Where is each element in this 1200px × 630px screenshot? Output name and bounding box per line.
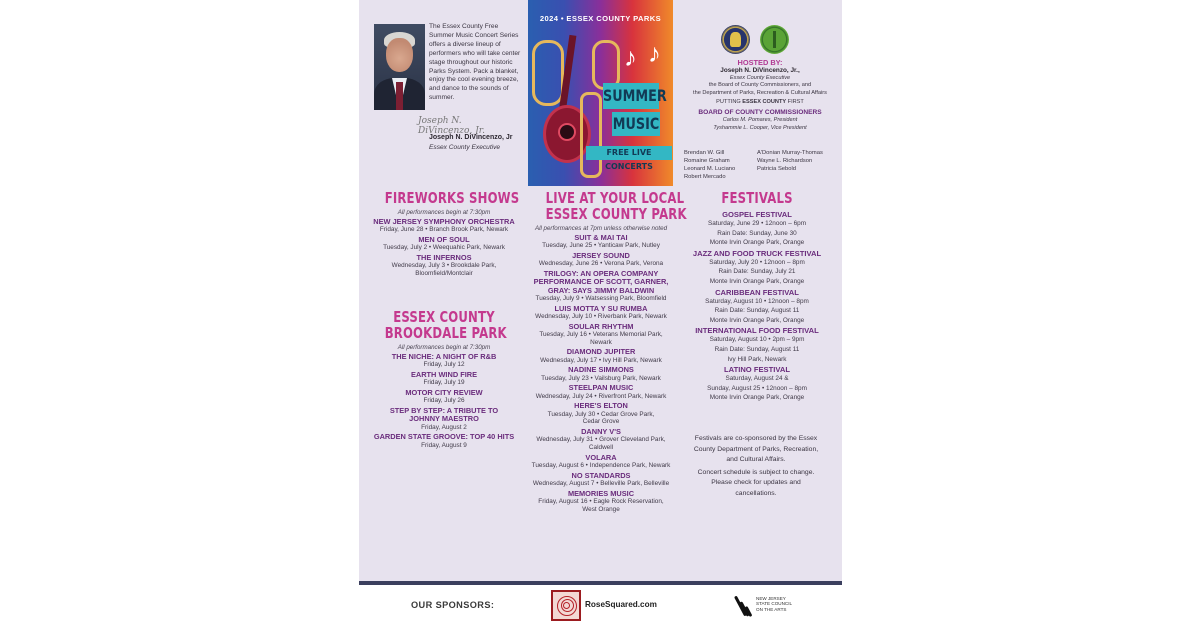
hosted-by-title: Essex County Executive (729, 74, 791, 81)
hosted-by-section (678, 58, 842, 132)
nj-state-council-arts-logo-icon[interactable] (730, 593, 754, 619)
festival-line: Monte Irvin Orange Park, Orange (709, 394, 805, 402)
board-title: BOARD OF COUNTY COMMISSIONERS (698, 109, 822, 117)
signature: Joseph N. DiVincenzo, Jr. (418, 116, 485, 136)
summer-music-hero-image (528, 0, 673, 186)
hosted-by-name: Joseph N. DiVincenzo, Jr., (720, 67, 800, 74)
hero-band-summer: SUMMER (603, 83, 659, 109)
festival-line: Saturday, August 10 • 2pm – 9pm (709, 336, 805, 344)
event-name: THE INFERNOS (416, 253, 472, 262)
intro-paragraph: The Essex County Free Summer Music Concert Series offers a diverse lineup of performers who will take center stage throughout our historic Parks System. Pack a blanket, enjoy the cool evening breeze, and dance to the sounds of summer. (429, 23, 521, 102)
slogan (678, 99, 842, 107)
festival-line: Monte Irvin Orange Park, Orange (709, 316, 805, 324)
fireworks-section (368, 190, 520, 278)
festival-name: CARIBBEAN FESTIVAL (715, 287, 799, 297)
commissioner-list (684, 149, 834, 181)
nj-line-2: STATE COUNCIL (756, 601, 793, 607)
event-name: MEN OF SOUL (418, 235, 470, 244)
slogan-bold: ESSEX COUNTY (742, 98, 787, 105)
guitar-soundhole (560, 125, 574, 139)
event-name: MOTOR CITY REVIEW (405, 388, 483, 397)
hosted-by-line-1: the Board of County Commissioners, and (708, 82, 812, 89)
event-detail: Wednesday, August 7 • Belleville Park, Belleville (532, 480, 670, 487)
event-name: STEP BY STEP: A TRIBUTE TO JOHNNY MAESTRO (389, 406, 499, 424)
event-name: THE NICHE: A NIGHT OF R&B (391, 352, 497, 361)
festival-line: Ivy Hill Park, Newark (727, 355, 787, 363)
commissioner: Romaine Graham (684, 158, 730, 164)
event-name: GARDEN STATE GROOVE: TOP 40 HITS (373, 432, 515, 442)
event-detail: Wednesday, July 3 • Brookdale Park, Bloomfield/Montclair (391, 262, 497, 277)
essex-county-seal-icon (721, 25, 750, 54)
event-name: LUIS MOTTA Y SU RUMBA (554, 303, 648, 313)
brookdale-section (368, 309, 520, 449)
nj-line-3: ON THE ARTS (756, 606, 787, 612)
executive-title: Essex County Executive (429, 144, 501, 151)
commissioner: Patricia Sebold (757, 166, 796, 172)
hero-top-line: 2024 • ESSEX COUNTY PARKS (539, 14, 662, 23)
hosted-by-line-2: the Department of Parks, Recreation & Cultural Affairs (693, 89, 827, 96)
brookdale-heading-line-2: BROOKDALE PARK (384, 324, 507, 342)
slogan-post: FIRST (786, 98, 804, 105)
event-name: NADINE SIMMONS (568, 365, 634, 375)
festival-line: Saturday, August 24 & (725, 375, 789, 383)
event-detail: Wednesday, June 26 • Verona Park, Verona (538, 260, 664, 268)
board-vice-president: Tyshammie L. Cooper, Vice President (713, 124, 807, 131)
festival-name: INTERNATIONAL FOOD FESTIVAL (695, 326, 819, 336)
commissioner: Robert Mercado (684, 174, 726, 180)
festival-line: Saturday, June 29 • 12noon – 6pm (707, 220, 807, 227)
nj-state-council-arts-text (756, 596, 796, 612)
tuba-icon (532, 40, 564, 106)
event-detail: Friday, July 26 (423, 397, 465, 405)
brookdale-heading-line-1: ESSEX COUNTY (393, 308, 495, 326)
festival-line: Rain Date: Sunday, June 30 (717, 229, 797, 237)
footer-divider (359, 581, 842, 585)
nj-line-1: NEW JERSEY (756, 596, 786, 601)
event-name: SOULAR RHYTHM (568, 321, 634, 331)
event-detail: Tuesday, July 9 • Watsessing Park, Bloomfield (535, 295, 667, 303)
commissioner: Wayne L. Richardson (757, 158, 813, 164)
festival-line: Saturday, July 20 • 12noon – 8pm (709, 258, 805, 266)
event-detail: Tuesday, June 25 • Yanticaw Park, Nutley (542, 242, 660, 250)
festival-line: Rain Date: Sunday, August 11 (714, 345, 800, 353)
commissioners-right (757, 149, 834, 181)
event-detail: Friday, June 28 • Branch Brook Park, Newark (379, 226, 509, 234)
festival-name: JAZZ AND FOOD TRUCK FESTIVAL (692, 248, 822, 258)
event-name: TRILOGY: AN OPERA COMPANY PERFORMANCE OF SCOTT, GARNER, GRAY: SAYS JIMMY BALDWIN (533, 269, 669, 295)
commissioner: Leonard M. Luciano (684, 166, 736, 172)
event-detail: Tuesday, July 30 • Cedar Grove Park, Cedar Grove (547, 410, 655, 426)
event-detail: Wednesday, July 10 • Riverbank Park, Newark (535, 313, 667, 321)
schedule-note: Concert schedule is subject to change. Please check for updates and cancellations. (697, 468, 815, 497)
county-executive-photo (374, 24, 425, 110)
event-detail: Friday, August 16 • Eagle Rock Reservation, West Orange (538, 498, 664, 513)
festival-line: Rain Date: Sunday, August 11 (714, 307, 800, 315)
event-name: JERSEY SOUND (572, 251, 630, 260)
festival-line: Saturday, August 10 • 12noon – 8pm (705, 297, 809, 305)
event-name: HERE'S ELTON (574, 401, 628, 411)
event-name: VOLARA (585, 452, 617, 462)
closing-notes (690, 434, 822, 499)
brookdale-note: All performances begin at 7:30pm (397, 344, 491, 351)
rose-squared-link[interactable]: RoseSquared.com (585, 600, 657, 609)
event-detail: Wednesday, July 24 • Riverfront Park, Newark (535, 392, 667, 400)
event-detail: Tuesday, July 2 • Weequahic Park, Newark (383, 244, 505, 252)
event-detail: Wednesday, July 31 • Grover Cleveland Park, Caldwell (536, 436, 666, 451)
event-detail: Tuesday, July 23 • Vailsburg Park, Newark (541, 374, 661, 382)
event-name: SUIT & MAI TAI (574, 233, 628, 242)
commissioners-left (684, 149, 757, 181)
slogan-pre: PUTTING (716, 98, 743, 105)
hero-band-music: MUSIC (612, 112, 660, 136)
festivals-section (684, 190, 830, 403)
festivals-heading: FESTIVALS (721, 189, 793, 207)
music-note-icon: ♪ (648, 38, 661, 68)
fireworks-note: All performances begin at 7:30pm (397, 209, 491, 216)
festival-name: LATINO FESTIVAL (724, 365, 790, 375)
local-note: All performances at 7pm unless otherwise noted (534, 225, 668, 232)
event-name: DIAMOND JUPITER (566, 347, 636, 357)
cosponsor-note: Festivals are co-sponsored by the Essex County Department of Parks, Recreation, and Cultural Affairs. (693, 435, 819, 463)
event-detail: Friday, July 12 (423, 361, 465, 369)
rose-squared-logo-icon[interactable] (551, 590, 581, 621)
event-name: NEW JERSEY SYMPHONY ORCHESTRA (373, 217, 515, 226)
hosted-by-label: HOSTED BY: (737, 58, 783, 67)
event-detail: Wednesday, July 17 • Ivy Hill Park, Newark (540, 356, 662, 364)
event-detail: Tuesday, August 6 • Independence Park, Newark (531, 462, 671, 469)
executive-name: Joseph N. DiVincenzo, Jr (429, 134, 513, 141)
local-parks-section (530, 189, 687, 513)
event-detail: Tuesday, July 16 • Veterans Memorial Park, Newark (539, 331, 663, 346)
sponsors-label: OUR SPONSORS: (411, 600, 495, 610)
festival-line: Monte Irvin Orange Park, Orange (709, 277, 805, 285)
board-president: Carlos M. Pomares, President (722, 117, 798, 124)
hero-band-free-concerts: FREE LIVE CONCERTS (586, 146, 672, 160)
commissioner: A'Donian Murray-Thomas (757, 150, 823, 156)
event-detail: Friday, August 2 (421, 423, 467, 431)
parks-department-seal-icon (760, 25, 789, 54)
festival-name: GOSPEL FESTIVAL (722, 210, 792, 219)
festival-line: Sunday, August 25 • 12noon – 8pm (707, 384, 807, 392)
local-heading-line-1: LIVE AT YOUR LOCAL (545, 189, 685, 207)
event-name: NO STANDARDS (571, 470, 631, 480)
event-name: MEMORIES MUSIC (567, 488, 635, 498)
music-note-icon: ♪ (624, 42, 637, 72)
event-name: EARTH WIND FIRE (410, 370, 478, 379)
commissioner: Brendan W. Gill (684, 150, 725, 156)
festival-line: Rain Date: Sunday, July 21 (718, 268, 796, 276)
event-detail: Friday, August 9 (421, 441, 467, 449)
event-name: STEELPAN MUSIC (568, 383, 634, 393)
local-heading-line-2: ESSEX COUNTY PARK (545, 205, 687, 223)
trumpet-icon (580, 92, 602, 178)
event-name: DANNY V'S (581, 427, 621, 436)
fireworks-heading: FIREWORKS SHOWS (384, 189, 520, 207)
festival-line: Monte Irvin Orange Park, Orange (709, 239, 805, 247)
event-detail: Friday, July 19 (423, 379, 465, 387)
